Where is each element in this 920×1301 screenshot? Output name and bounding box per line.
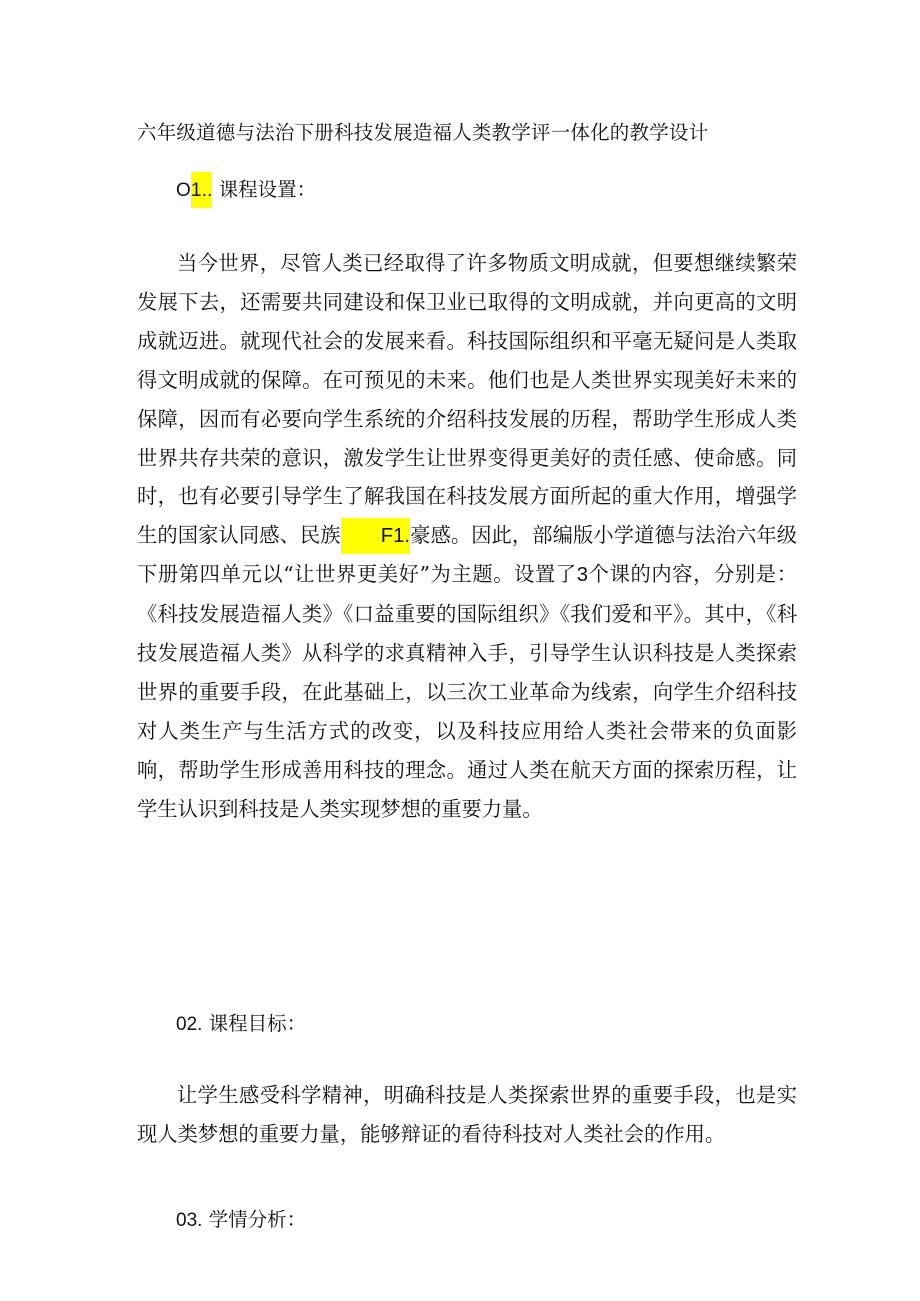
paragraph-text-part2: 豪感。因此，部编版小学道德与法治六年级下册第四单元以“让世界更美好”为主题。设置了: [137, 523, 797, 587]
document-title: 六年级道德与法治下册科技发展造福人类教学评一体化的教学设计: [137, 121, 709, 144]
heading-prefix: O: [176, 180, 191, 201]
highlighted-marker: 1..: [191, 172, 213, 208]
paragraph-text-part3: 个课的内容，分别是：《科技发展造福人类》《口益重要的国际组织》《我们爱和平》。其中，《科技发展造福人类》从科学的求真精神入手，引导学生认识科技是人类探索世界的重要手段，在此基础上，以三次工业革命为线索，向学生介绍科技对人类生产与生活方式的改变，以及科技应用给人类社会带来的负面影响，帮助学生形成善用科技的理念。通过人类在航天方面的探索历程，让学生认识到科技是人类实现梦想的重要力量。: [137, 562, 797, 821]
section-heading-learning-analysis: [176, 1205, 306, 1236]
heading-text: 课程设置：: [212, 178, 317, 201]
section-heading-course-goals: [176, 1009, 306, 1040]
paragraph-text-part1: 当今世界，尽管人类已经取得了许多物质文明成就，但要想继续繁荣发展下去，还需要共同建设和保卫业已取得的文明成就，并向更高的文明成就迈进。就现代社会的发展来看。科技国际组织和平毫无疑问是人类取得文明成就的保障。在可预见的未来。他们也是人类世界实现美好未来的保障，因而有必要向学生系统的介绍科技发展的历程，帮助学生形成人类世界共存共荣的意识，激发学生让世界变得更美好的责任感、使命感。同时，也有必要引导学生了解我国在科技发展方面所起的重大作用，增强学生的国家认同感、民族: [137, 251, 797, 548]
heading-text: 课程目标：: [202, 1012, 307, 1035]
section-heading-course-setting: [176, 172, 316, 208]
highlighted-marker: F1.: [341, 518, 410, 554]
heading-number: 02.: [176, 1014, 203, 1035]
lesson-count: 3: [576, 564, 589, 587]
paragraph-course-goals: 让学生感受科学精神，明确科技是人类探索世界的重要手段，也是实现人类梦想的重要力量，能够辩证的看待科技对人类社会的作用。: [137, 1083, 797, 1146]
paragraph-course-setting: [137, 244, 797, 829]
heading-number: 03.: [176, 1210, 203, 1231]
heading-text: 学情分析：: [202, 1208, 307, 1231]
